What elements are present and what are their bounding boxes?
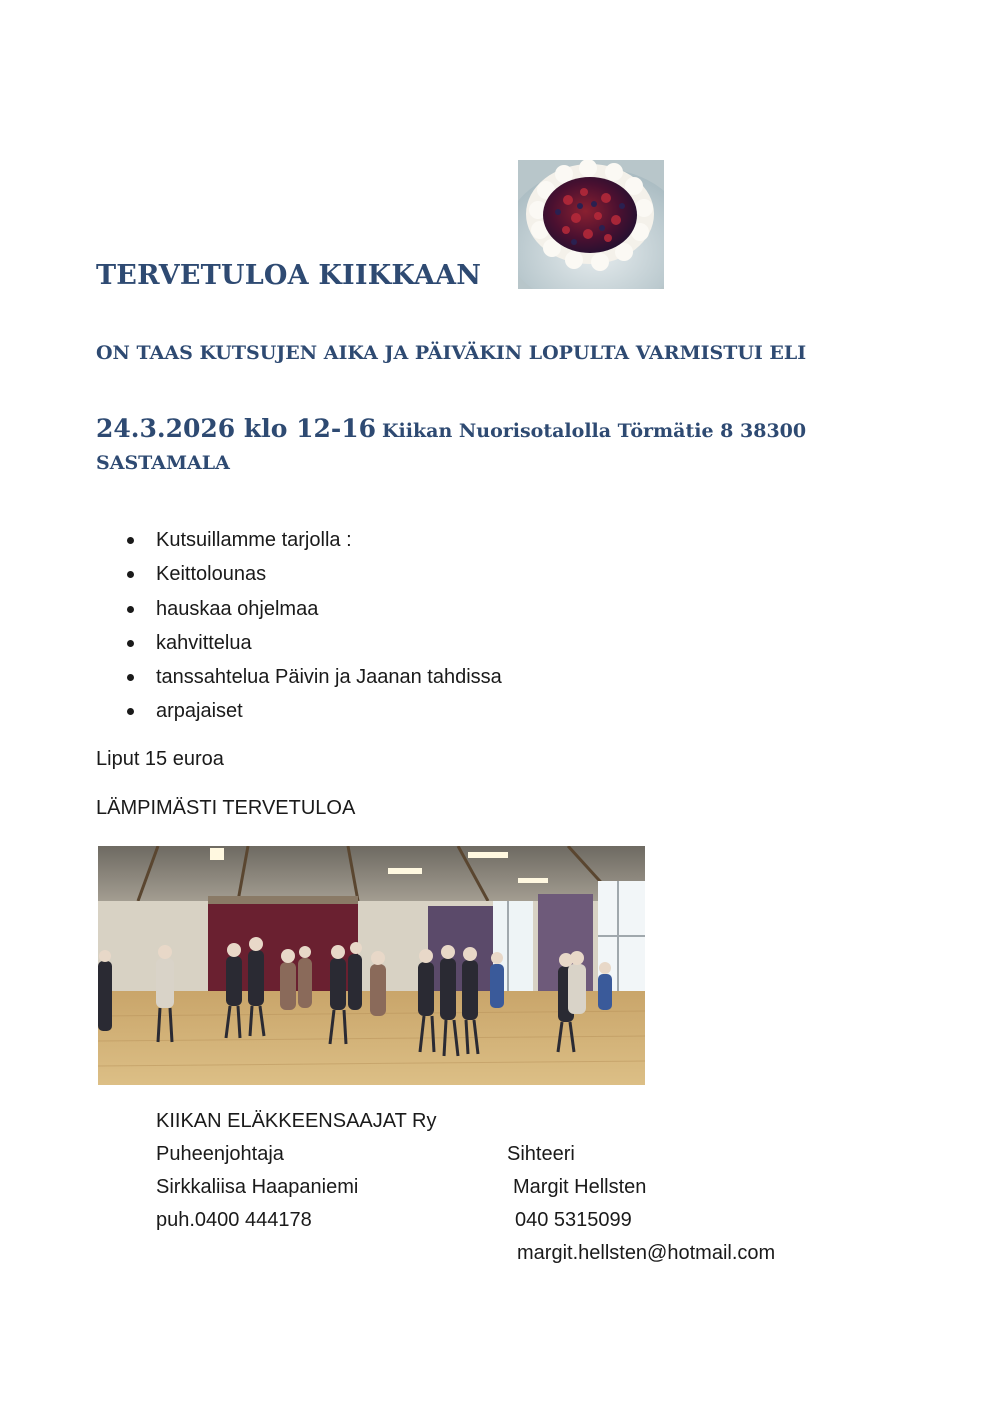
list-item: Kutsuillamme tarjolla : [96, 524, 502, 558]
page-title: TERVETULOA KIIKKAAN [96, 260, 482, 291]
event-city: SASTAMALA [96, 452, 230, 474]
list-item: tanssahtelua Päivin ja Jaanan tahdissa [96, 661, 502, 695]
secretary-role: Sihteeri [507, 1143, 575, 1165]
organizer-name: KIIKAN ELÄKKEENSAAJAT Ry [156, 1110, 437, 1132]
offers-list [96, 524, 502, 730]
event-venue: Kiikan Nuorisotalolla Törmätie 8 38300 [382, 420, 807, 442]
page-subtitle: ON TAAS KUTSUJEN AIKA JA PÄIVÄKIN LOPULTA VARMISTUI ELI [96, 342, 807, 364]
event-date-line [96, 414, 806, 443]
list-item: Keittolounas [96, 558, 502, 592]
chair-phone: puh.0400 444178 [156, 1209, 312, 1231]
event-date-time: 24.3.2026 klo 12-16 [96, 414, 377, 443]
secretary-name: Margit Hellsten [513, 1176, 647, 1198]
chair-role: Puheenjohtaja [156, 1143, 284, 1165]
secretary-email[interactable]: margit.hellsten@hotmail.com [517, 1242, 776, 1264]
dance-hall-photo [98, 846, 645, 1085]
chair-name: Sirkkaliisa Haapaniemi [156, 1176, 359, 1198]
welcome-text: LÄMPIMÄSTI TERVETULOA [96, 797, 356, 819]
secretary-phone: 040 5315099 [515, 1209, 632, 1231]
cake-photo [518, 160, 664, 289]
ticket-price: Liput 15 euroa [96, 748, 224, 770]
list-item: kahvittelua [96, 627, 502, 661]
list-item: arpajaiset [96, 695, 502, 729]
list-item: hauskaa ohjelmaa [96, 593, 502, 627]
